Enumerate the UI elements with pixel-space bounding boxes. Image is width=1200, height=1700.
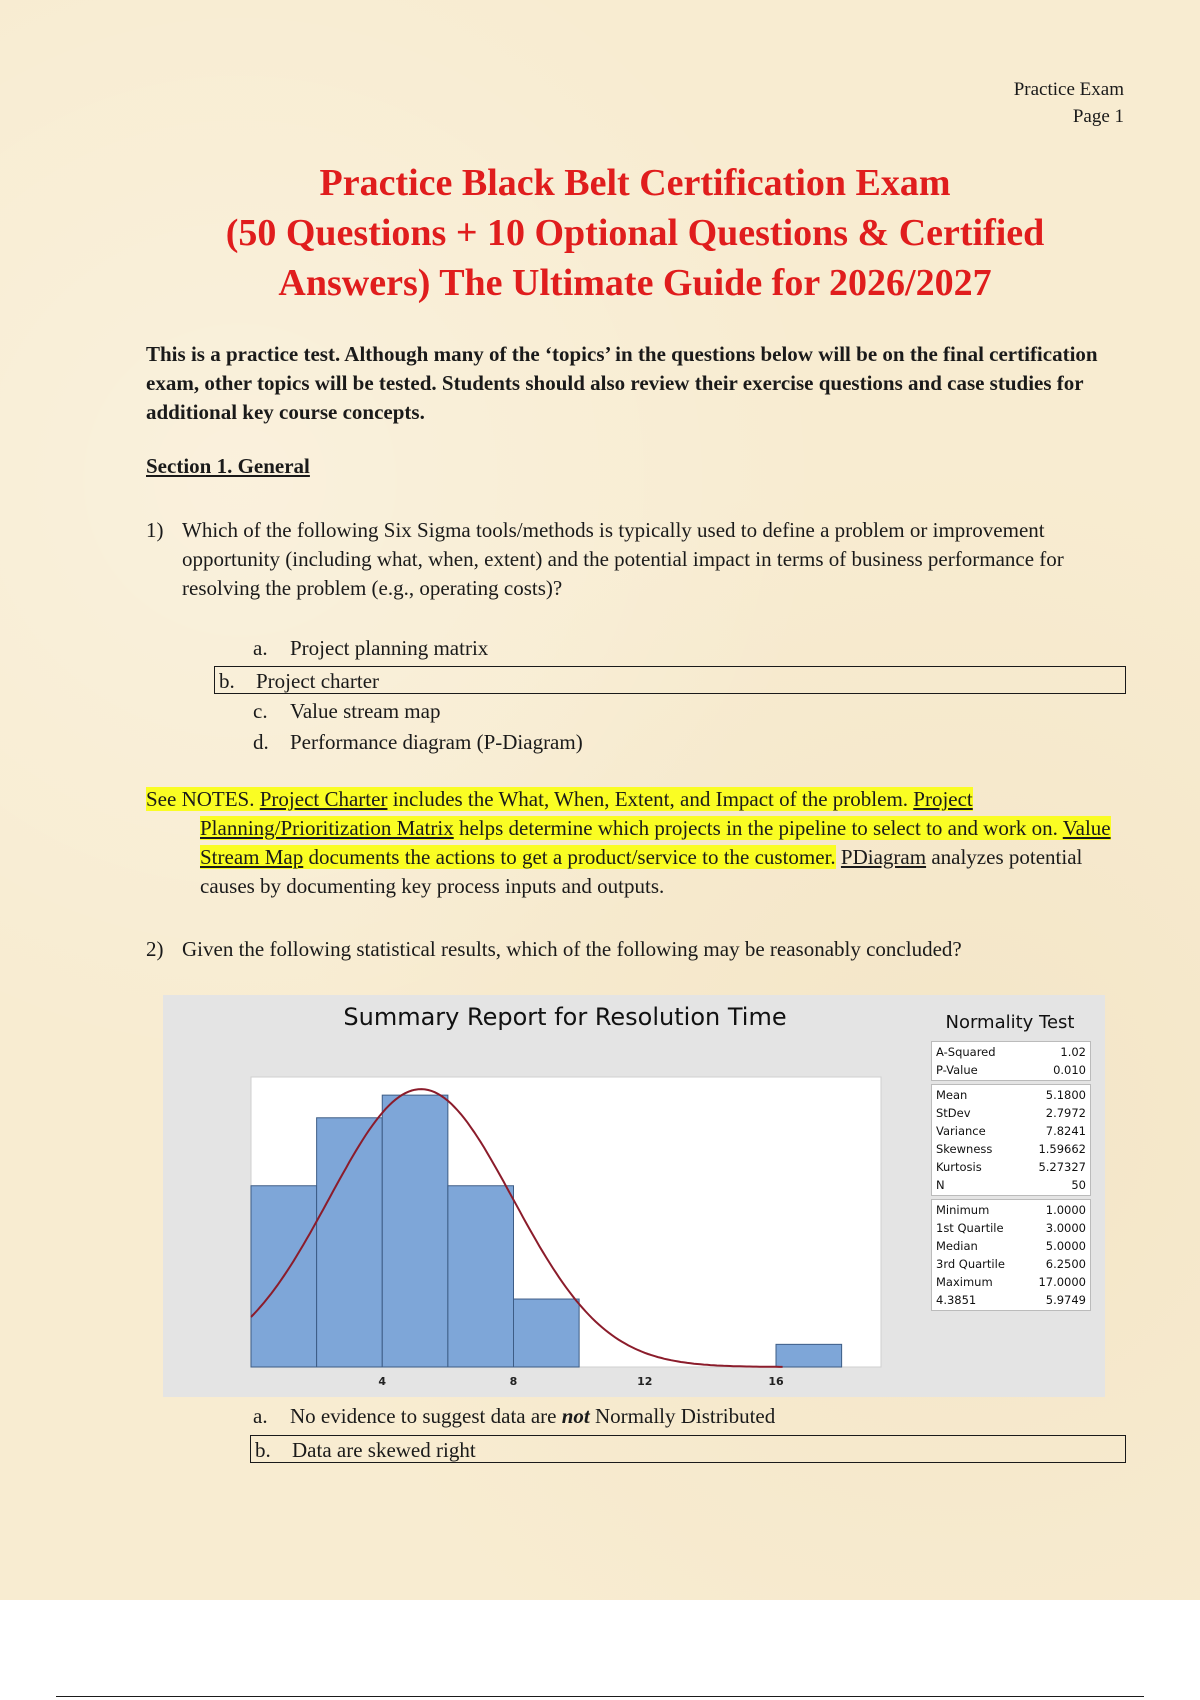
option-letter: d. (253, 730, 269, 754)
stats-row (936, 1104, 1086, 1122)
stat-value: 5.0000 (1045, 1239, 1086, 1253)
stat-value: 6.2500 (1045, 1257, 1086, 1271)
section-heading: Section 1. General (146, 454, 310, 478)
header-doc-name: Practice Exam (1013, 79, 1124, 100)
stat-label: Mean (936, 1088, 968, 1102)
stat-value: 0.010 (1053, 1063, 1086, 1077)
histogram-bar (317, 1118, 383, 1367)
term-pdiagram: PDiagram (840, 845, 927, 869)
stats-title: Normality Test (945, 1012, 1075, 1033)
option-text-emphasis: not (561, 1404, 590, 1428)
header-page-number: Page 1 (1072, 106, 1124, 127)
option-letter: c. (253, 699, 268, 723)
option-text: Data are skewed right (292, 1438, 476, 1462)
option-text: Project charter (256, 669, 380, 693)
stat-label: 3rd Quartile (936, 1257, 1005, 1271)
stat-label: StDev (936, 1106, 971, 1120)
footer-rule (56, 1696, 1144, 1697)
stat-label: Kurtosis (936, 1160, 982, 1174)
notes-part: documents the actions to get a product/service to the customer. (303, 845, 836, 869)
stat-value: 7.8241 (1045, 1124, 1086, 1138)
notes-part: helps determine which projects in the pipeline to select to and work on. (453, 816, 1063, 840)
stats-row (936, 1237, 1086, 1255)
title-line-2: (50 Questions + 10 Optional Questions & Certified (225, 212, 1045, 254)
option-text: Performance diagram (P-Diagram) (290, 730, 583, 754)
notes-part: includes the What, When, Extent, and Impact of the problem. (387, 787, 914, 811)
stat-value: 5.9749 (1045, 1293, 1086, 1307)
stats-row (936, 1122, 1086, 1140)
stat-value: 5.1800 (1045, 1088, 1086, 1102)
stats-group (931, 1084, 1091, 1196)
page-header (1014, 76, 1124, 130)
histogram-bar (382, 1095, 448, 1367)
stats-row (936, 1086, 1086, 1104)
option-letter: b. (219, 669, 235, 693)
stats-row (936, 1043, 1086, 1061)
term-planning-matrix: Project Planning/Prioritization Matrix (200, 787, 973, 840)
stat-value: 17.0000 (1038, 1275, 1086, 1289)
stats-row (936, 1176, 1086, 1194)
question-number: 2) (146, 937, 164, 961)
chart-title: Summary Report for Resolution Time (343, 1003, 787, 1031)
document-title (130, 158, 1140, 308)
q1-option-c (253, 696, 440, 726)
x-tick-label: 16 (768, 1375, 784, 1388)
option-letter: b. (255, 1438, 271, 1462)
option-text: Value stream map (290, 699, 441, 723)
stats-row (936, 1219, 1086, 1237)
stat-value: 2.7972 (1045, 1106, 1086, 1120)
stat-label: Minimum (936, 1203, 990, 1217)
stat-label: 4.3851 (936, 1293, 977, 1307)
stat-label: 1st Quartile (936, 1221, 1004, 1235)
stat-label: N (936, 1178, 945, 1192)
stat-value: 5.27327 (1038, 1160, 1086, 1174)
x-tick-label: 12 (637, 1375, 653, 1388)
stat-label: P-Value (936, 1063, 978, 1077)
x-tick-label: 4 (378, 1375, 387, 1388)
q1-option-b-answer-box (214, 666, 1126, 694)
notes-lead: See NOTES. (146, 787, 260, 811)
summary-report-figure (163, 995, 1105, 1397)
stat-value: 50 (1071, 1178, 1086, 1192)
option-text-part: No evidence to suggest data are (290, 1404, 562, 1428)
question-text: Which of the following Six Sigma tools/methods is typically used to define a problem or improvement opportunity (including what, when, extent) and the potential impact in terms of business performance for resolving the problem (e.g., operating costs)? (182, 518, 1064, 600)
q2-option-a (253, 1401, 775, 1431)
option-text (290, 1401, 775, 1431)
notes-part: analyzes potential causes by documenting key process inputs and outputs. (200, 845, 1083, 898)
stat-label: Maximum (936, 1275, 993, 1289)
stat-label: A-Squared (936, 1045, 996, 1059)
stats-row (936, 1255, 1086, 1273)
stat-value: 1.02 (1060, 1045, 1086, 1059)
histogram-bar (514, 1299, 580, 1367)
stats-group (931, 1199, 1091, 1311)
option-text: Project planning matrix (290, 636, 489, 660)
stat-value: 3.0000 (1045, 1221, 1086, 1235)
stat-label: Skewness (936, 1142, 993, 1156)
stats-table (931, 1041, 1091, 1314)
stats-row (936, 1061, 1086, 1079)
stats-row (936, 1273, 1086, 1291)
histogram-plot (163, 995, 963, 1397)
q1-option-d (253, 727, 583, 757)
option-text-part: Normally Distributed (589, 1404, 776, 1428)
stats-row (936, 1201, 1086, 1219)
x-tick-label: 8 (509, 1375, 518, 1388)
q2-option-b-answer-box (250, 1435, 1126, 1463)
stats-row (936, 1158, 1086, 1176)
stats-group (931, 1041, 1091, 1081)
stats-row (936, 1291, 1086, 1309)
question-number: 1) (146, 518, 164, 542)
question-2 (146, 935, 1096, 964)
stat-label: Variance (936, 1124, 986, 1138)
intro-paragraph: This is a practice test. Although many of the ‘topics’ in the questions below will be on the final certification exam, other topics will be tested. Students should also review their exercise questions and case studies for additional key course concepts. (146, 342, 1098, 424)
stat-label: Median (936, 1239, 978, 1253)
stats-row (936, 1140, 1086, 1158)
stat-value: 1.59662 (1038, 1142, 1086, 1156)
option-letter: a. (253, 1404, 268, 1428)
question-text: Given the following statistical results, which of the following may be reasonably concluded? (182, 937, 962, 961)
histogram-bar (776, 1344, 842, 1367)
title-line-1: Practice Black Belt Certification Exam (319, 162, 951, 204)
question-1 (146, 516, 1096, 603)
term-project-charter: Project Charter (259, 787, 388, 811)
option-letter: a. (253, 636, 268, 660)
answer-notes (146, 785, 1118, 901)
term-value-stream-map: Value Stream Map (200, 816, 1111, 869)
q1-option-a (253, 633, 488, 663)
stat-value: 1.0000 (1045, 1203, 1086, 1217)
title-line-3: Answers) The Ultimate Guide for 2026/2027 (278, 262, 992, 304)
histogram-bar (448, 1186, 514, 1367)
